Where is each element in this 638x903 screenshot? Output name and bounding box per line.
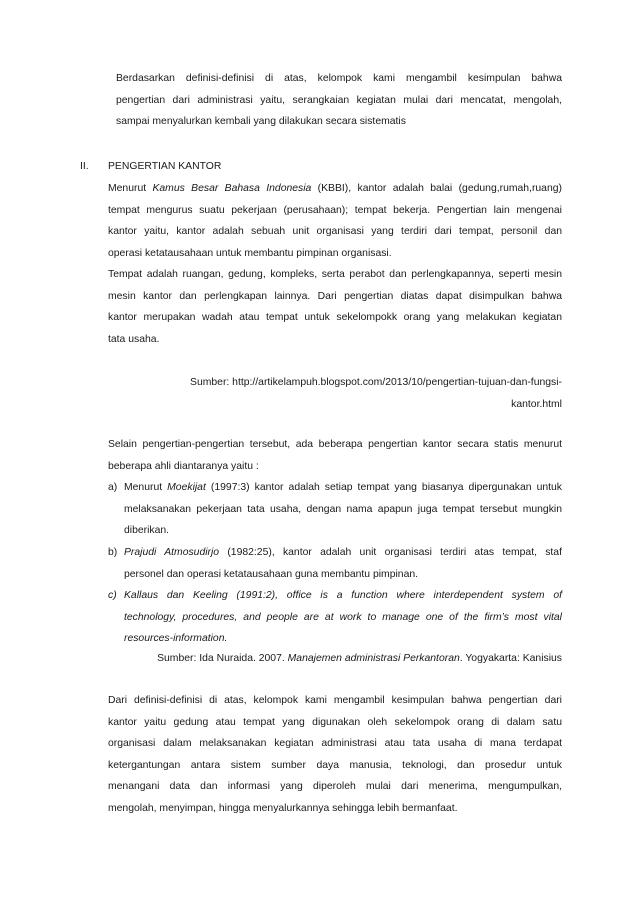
list-c-line-2: technology, procedures, and people are at work to manage one of the firm’s most vital [124, 611, 562, 623]
list-item-a [124, 477, 562, 542]
source-1-line-2: kantor.html [511, 398, 562, 410]
kbbi-line-3: kantor yaitu, kantor adalah sebuah unit organisasi yang terdiri dari tempat, personil dan [108, 226, 562, 238]
place-line-1: Tempat adalah ruangan, gedung, kompleks, serta perabot dan perlengkapannya, seperti mesin [108, 269, 562, 280]
intro-line-2: pengertian dari administrasi yaitu, serangkaian kegiatan mulai dari mencatat, mengolah, [116, 94, 562, 106]
list-item-b [124, 542, 562, 585]
list-c-line-3: resources-information. [124, 633, 228, 645]
conclusion-paragraph [108, 690, 562, 820]
list-marker-b: b) [108, 547, 118, 558]
list-a-line-2: melaksanakan pekerjaan tata usaha, dengan nama apapun juga tempat tersebut mungkin [124, 503, 562, 515]
source-1-line-1: Sumber: http://artikelampuh.blogspot.com/2013/10/pengertian-tujuan-dan-fungsi- [190, 377, 562, 388]
list-c-line-1: Kallaus dan Keeling (1991:2), office is a function where interdependent system of [124, 590, 562, 601]
experts-intro-paragraph [108, 434, 562, 477]
source-2-italic: Manajemen administrasi Perkantoran [287, 653, 460, 664]
kbbi-line-1 [108, 178, 562, 200]
conclusion-line-4: ketergantungan antara sistem sumber daya manusia, teknologi, dan prosedur untuk [108, 759, 562, 771]
kbbi-paragraph [108, 178, 562, 264]
section-number: II. [80, 161, 89, 172]
source-2 [136, 648, 562, 670]
place-line-2: mesin kantor dan perlengkapan lainnya. Dari pengertian diatas dapat disimpulkan bahwa [108, 290, 562, 302]
place-line-3: kantor merupakan wadah atau tempat untuk sekelompokk orang yang melakukan kegiatan [108, 312, 562, 324]
list-a-line-1-italic: Moekijat [167, 482, 206, 493]
intro-paragraph [116, 68, 562, 133]
list-a-line-3: diberikan. [124, 525, 170, 537]
list-marker-c: c) [108, 590, 117, 601]
conclusion-line-3: organisasi dalam melaksanakan kegiatan administrasi atau tata usaha di mana terdapat [108, 738, 562, 750]
kbbi-line-1-prefix: Menurut [108, 183, 153, 194]
kbbi-line-1-italic: Kamus Besar Bahasa Indonesia [152, 183, 312, 194]
list-b-line-1 [124, 542, 562, 564]
conclusion-line-6: mengolah, menyimpan, hingga menyalurkannya sehingga lebih bermanfaat. [108, 802, 458, 814]
list-b-line-1-italic: Prajudi Atmosudirjo [124, 547, 220, 558]
experts-intro-line-2: beberapa ahli diantaranya yaitu : [108, 460, 259, 472]
source-2-prefix: Sumber: Ida Nuraida. 2007. [157, 653, 288, 664]
conclusion-line-5: menangani data dan informasi yang diperoleh mulai dari menerima, mengumpulkan, [108, 781, 562, 793]
intro-line-1: Berdasarkan definisi-definisi di atas, kelompok kami mengambil kesimpulan bahwa [116, 73, 562, 84]
experts-intro-line-1: Selain pengertian-pengertian tersebut, ada beberapa pengertian kantor secara statis menurut [108, 439, 562, 450]
list-a-line-1 [124, 477, 562, 499]
list-b-line-2: personel dan operasi ketatausahaan guna membantu pimpinan. [124, 568, 419, 580]
conclusion-line-1: Dari definisi-definisi di atas, kelompok kami mengambil kesimpulan bahwa pengertian dari [108, 695, 562, 706]
list-a-line-1-prefix: Menurut [124, 482, 168, 493]
kbbi-line-2: tempat mengurus suatu pekerjaan (perusahaan); tempat bekerja. Pengertian lain mengenai [108, 204, 562, 216]
list-item-c [124, 585, 562, 650]
source-2-line [136, 648, 562, 670]
list-b-line-1-suffix: (1982:25), kantor adalah unit organisasi terdiri atas tempat, staf [219, 547, 562, 558]
section-title: PENGERTIAN KANTOR [108, 161, 222, 172]
conclusion-line-2: kantor yaitu gedung atau tempat yang digunakan oleh sekelompok orang di dalam satu [108, 716, 562, 728]
list-a-line-1-suffix: (1997:3) kantor adalah setiap tempat yang biasanya dipergunakan untuk [205, 482, 562, 493]
kbbi-line-4: operasi ketatausahaan untuk membantu pimpinan organisasi. [108, 247, 392, 259]
kbbi-line-1-suffix: (KBBI), kantor adalah balai (gedung,rumah,ruang) [311, 183, 562, 194]
source-2-suffix: . Yogyakarta: Kanisius [459, 653, 562, 664]
intro-line-3: sampai menyalurkan kembali yang dilakukan secara sistematis [116, 116, 406, 128]
place-paragraph [108, 264, 562, 350]
list-marker-a: a) [108, 482, 118, 493]
place-line-4: tata usaha. [108, 333, 160, 345]
source-1 [156, 372, 562, 415]
